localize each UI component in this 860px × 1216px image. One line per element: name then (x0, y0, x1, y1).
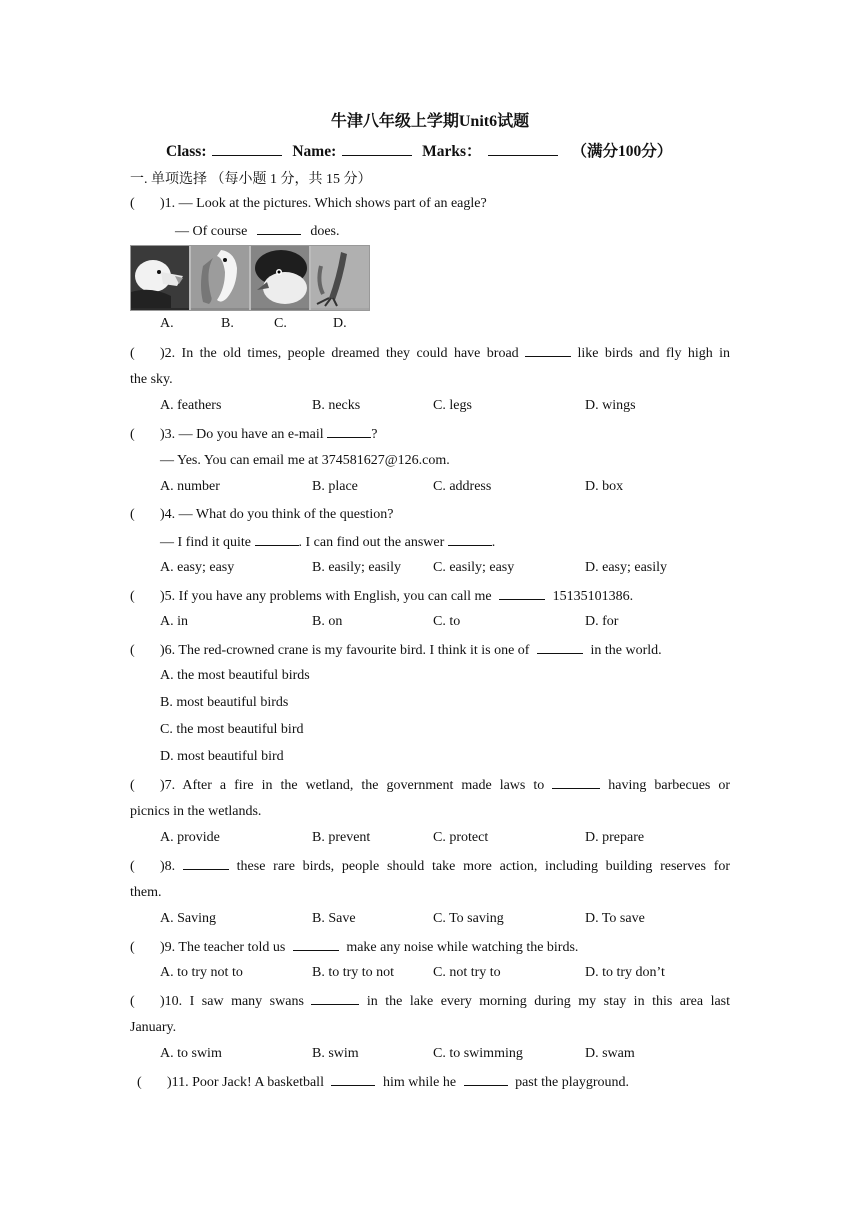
option[interactable]: A. to swim (160, 1046, 222, 1061)
answer-paren[interactable]: ( (130, 346, 135, 361)
answer-paren[interactable]: ( (130, 589, 135, 604)
option[interactable]: C. protect (433, 830, 489, 845)
answer-paren[interactable]: ( (130, 940, 135, 955)
question-11 (137, 1073, 629, 1092)
student-info-header (166, 139, 672, 161)
option[interactable]: A. number (160, 479, 220, 494)
answer-blank (311, 992, 359, 1005)
question-stem: )8. (160, 859, 176, 874)
question-7 (130, 776, 730, 795)
option[interactable]: B. necks (312, 398, 361, 413)
question-8 (130, 857, 730, 876)
question-10 (130, 992, 730, 1011)
option[interactable]: B. to try to not (312, 965, 395, 980)
answer-blank (255, 533, 299, 546)
swan-head-picture (191, 246, 251, 310)
question-stem-cont: the sky. (130, 372, 173, 387)
marks-blank[interactable] (488, 141, 558, 156)
reply-text: does. (310, 224, 340, 239)
question-stem: )10. I saw many swans (160, 994, 304, 1009)
option[interactable]: C. to (433, 614, 461, 629)
option[interactable]: D. wings (585, 398, 636, 413)
option[interactable]: A. the most beautiful birds (160, 668, 310, 683)
answer-blank (525, 344, 571, 357)
answer-blank (537, 641, 583, 654)
eagle-head-picture (131, 246, 191, 310)
answer-blank (552, 776, 600, 789)
option[interactable]: D. most beautiful bird (160, 749, 284, 764)
option[interactable]: B. place (312, 479, 358, 494)
answer-paren[interactable]: ( (130, 643, 135, 658)
question-stem: )11. Poor Jack! A basketball (167, 1075, 324, 1090)
question-stem: )2. In the old times, people dreamed they could have broad (160, 346, 519, 361)
answer-paren[interactable]: ( (130, 994, 135, 1009)
option[interactable]: B. prevent (312, 830, 371, 845)
option[interactable]: D. swam (585, 1046, 635, 1061)
reply-text: . I can find out the answer (298, 535, 445, 550)
answer-blank (257, 222, 301, 235)
option[interactable]: C. to swimming (433, 1046, 523, 1061)
question-stem: in the world. (590, 643, 662, 658)
option[interactable]: C. the most beautiful bird (160, 722, 304, 737)
option[interactable]: D. To save (585, 911, 645, 926)
option[interactable]: C. address (433, 479, 492, 494)
option[interactable]: D. (333, 316, 347, 331)
option[interactable]: B. easily; easily (312, 560, 402, 575)
question-stem: having barbecues or (608, 778, 731, 793)
answer-paren[interactable]: ( (130, 778, 135, 793)
bird-pictures (130, 245, 370, 311)
question-stem: like birds and fly high in (577, 346, 731, 361)
answer-paren[interactable]: ( (137, 1075, 142, 1090)
question-stem: these rare birds, people should take more action, including building reserves for (236, 859, 731, 874)
option[interactable]: D. to try don’t (585, 965, 665, 980)
answer-blank (464, 1073, 508, 1086)
question-stem: )6. The red-crowned crane is my favourite bird. I think it is one of (160, 643, 530, 658)
option[interactable]: D. box (585, 479, 624, 494)
question-3 (130, 425, 377, 444)
question-6 (130, 641, 662, 660)
option[interactable]: B. swim (312, 1046, 359, 1061)
answer-paren[interactable]: ( (130, 196, 135, 211)
question-stem: him while he (382, 1075, 457, 1090)
question-stem-cont: them. (130, 885, 162, 900)
question-4 (130, 506, 393, 524)
option[interactable]: C. not try to (433, 965, 501, 980)
option[interactable]: D. for (585, 614, 619, 629)
question-stem: )4. — What do you think of the question? (160, 507, 394, 522)
option[interactable]: D. prepare (585, 830, 645, 845)
option[interactable]: C. (274, 316, 287, 331)
option[interactable]: A. (160, 316, 174, 331)
section-heading: 一. 单项选择 （每小题 1 分，共 15 分） (130, 172, 372, 187)
answer-blank (448, 533, 492, 546)
question-stem: past the playground. (515, 1075, 629, 1090)
answer-paren[interactable]: ( (130, 507, 135, 522)
question-stem: )7. After a fire in the wetland, the government made laws to (160, 778, 545, 793)
question-5 (130, 587, 633, 606)
question-1 (130, 195, 487, 213)
question-stem: in the lake every morning during my stay in this area last (366, 994, 731, 1009)
class-blank[interactable] (212, 141, 282, 156)
option[interactable]: D. easy; easily (585, 560, 668, 575)
question-stem: )5. If you have any problems with English, you can call me (160, 589, 492, 604)
question-stem-cont: picnics in the wetlands. (130, 804, 262, 819)
option[interactable]: A. to try not to (160, 965, 243, 980)
name-blank[interactable] (342, 141, 412, 156)
name-label: Name: (292, 143, 337, 160)
answer-blank (499, 587, 545, 600)
question-3-reply: — Yes. You can email me at 374581627@126.com. (160, 453, 450, 468)
question-stem: )9. The teacher told us (160, 940, 286, 955)
option[interactable]: B. on (312, 614, 343, 629)
answer-paren[interactable]: ( (130, 859, 135, 874)
answer-blank (293, 938, 339, 951)
reply-text: — I find it quite (160, 535, 251, 550)
question-stem: make any noise while watching the birds. (346, 940, 579, 955)
option[interactable]: B. most beautiful birds (160, 695, 289, 710)
reply-text: . (491, 535, 496, 550)
option[interactable]: A. easy; easy (160, 560, 235, 575)
question-stem: )3. — Do you have an e-mail (160, 427, 324, 442)
option[interactable]: B. Save (312, 911, 356, 926)
question-2 (130, 344, 730, 363)
option[interactable]: C. To saving (433, 911, 504, 926)
question-stem: 15135101386. (552, 589, 634, 604)
question-4-reply (160, 533, 495, 552)
question-stem: )1. — Look at the pictures. Which shows part of an eagle? (160, 196, 487, 211)
answer-blank (327, 425, 371, 438)
marks-label: Marks： (422, 143, 482, 160)
answer-blank (183, 857, 229, 870)
question-stem-cont: January. (130, 1020, 177, 1035)
option[interactable]: C. legs (433, 398, 472, 413)
option[interactable]: A. in (160, 614, 188, 629)
page-title: 牛津八年级上学期Unit6试题 (330, 113, 530, 130)
option[interactable]: C. easily; easy (433, 560, 515, 575)
full-marks-note: （满分100分） (571, 143, 673, 160)
question-9 (130, 938, 578, 957)
small-bird-head-picture (251, 246, 311, 310)
reply-text: — Of course (175, 224, 248, 239)
question-stem: ? (371, 427, 378, 442)
option[interactable]: A. Saving (160, 911, 216, 926)
option[interactable]: B. (221, 316, 234, 331)
option[interactable]: A. provide (160, 830, 220, 845)
answer-blank (331, 1073, 375, 1086)
option[interactable]: A. feathers (160, 398, 222, 413)
answer-paren[interactable]: ( (130, 427, 135, 442)
class-label: Class: (166, 143, 207, 160)
question-1-reply (175, 222, 339, 241)
bird-leg-picture (311, 246, 369, 310)
